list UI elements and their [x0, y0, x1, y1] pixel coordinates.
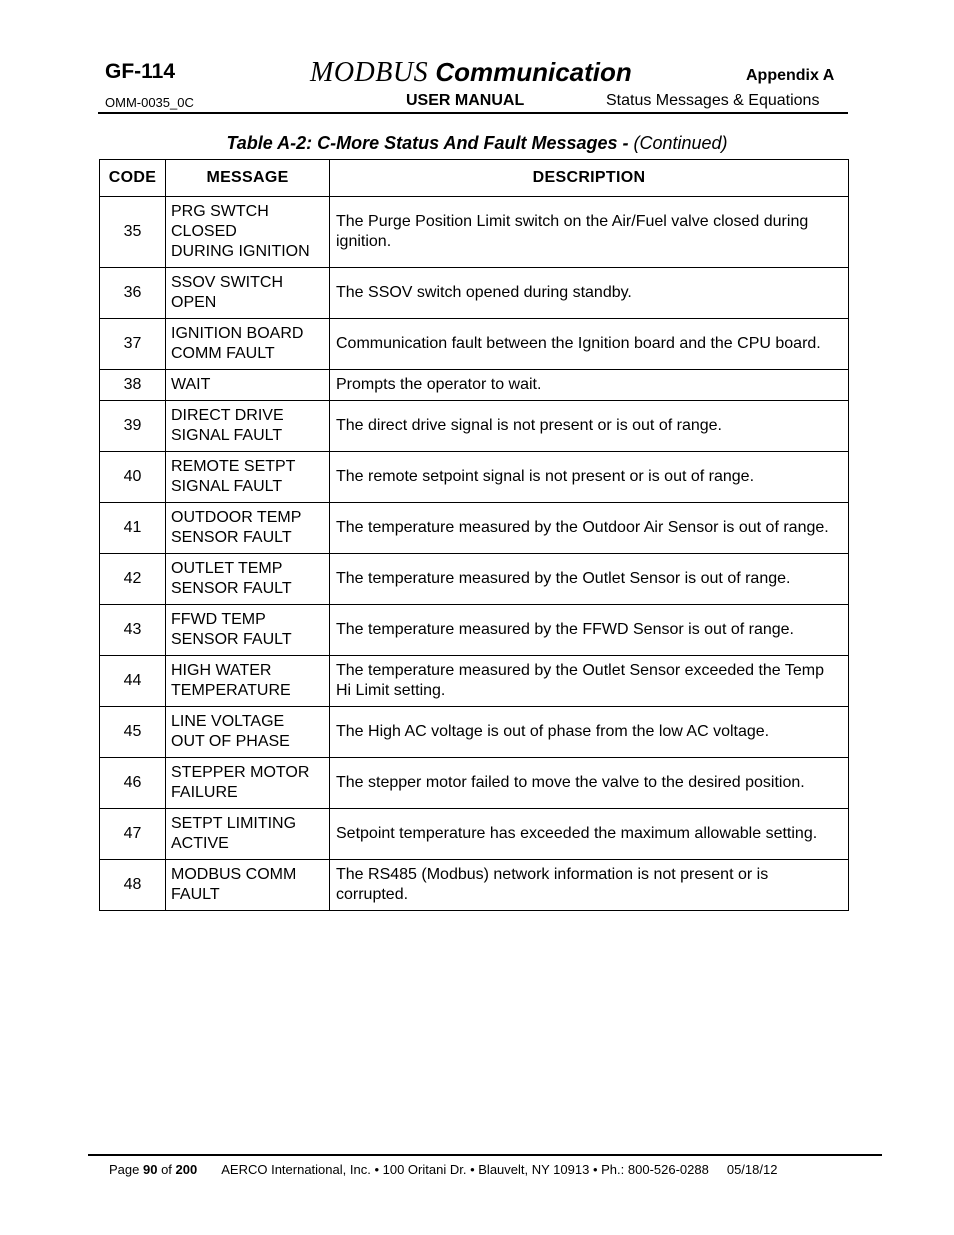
fault-description: The Purge Position Limit switch on the Air/Fuel valve closed during ignition. [330, 197, 849, 268]
fault-code: 45 [100, 707, 166, 758]
table-row [100, 401, 849, 452]
table-row [100, 758, 849, 809]
title-communication: Communication [428, 57, 632, 87]
fault-message-line: WAIT [171, 376, 211, 393]
fault-description: The High AC voltage is out of phase from the low AC voltage. [330, 707, 849, 758]
table-row [100, 268, 849, 319]
fault-message [166, 860, 330, 911]
fault-code: 35 [100, 197, 166, 268]
fault-message-line: MODBUS COMM [171, 866, 297, 883]
fault-message [166, 268, 330, 319]
model-number: GF-114 [105, 60, 176, 83]
fault-message-line: OUT OF PHASE [171, 733, 290, 750]
fault-description: The direct drive signal is not present or is out of range. [330, 401, 849, 452]
appendix-label: Appendix A [746, 67, 835, 84]
table-header-row [100, 160, 849, 197]
bullet: • [374, 1162, 379, 1177]
fault-code: 37 [100, 319, 166, 370]
company-name: AERCO International, Inc. [221, 1162, 371, 1177]
fault-code: 38 [100, 370, 166, 401]
section-label: Status Messages & Equations [606, 92, 820, 109]
fault-message-line: COMM FAULT [171, 345, 275, 362]
column-header-description: DESCRIPTION [330, 160, 849, 197]
fault-message-line: CLOSED [171, 223, 237, 240]
table-row [100, 707, 849, 758]
fault-code: 41 [100, 503, 166, 554]
city-address: Blauvelt, NY 10913 [478, 1162, 590, 1177]
fault-message-line: OUTLET TEMP [171, 560, 283, 577]
fault-message-line: REMOTE SETPT [171, 458, 296, 475]
fault-message-line: FAILURE [171, 784, 238, 801]
fault-message [166, 452, 330, 503]
fault-message [166, 809, 330, 860]
of-label: of [157, 1162, 176, 1177]
fault-description: The RS485 (Modbus) network information is not present or is corrupted. [330, 860, 849, 911]
fault-message-line: ACTIVE [171, 835, 229, 852]
fault-message-line: SSOV SWITCH [171, 274, 284, 291]
table-row [100, 860, 849, 911]
fault-code: 39 [100, 401, 166, 452]
fault-message-line: FAULT [171, 886, 220, 903]
fault-message-line: SENSOR FAULT [171, 529, 292, 546]
title-modbus: MODBUS [310, 57, 429, 88]
bullet: • [470, 1162, 475, 1177]
fault-message-line: STEPPER MOTOR [171, 764, 310, 781]
fault-message [166, 401, 330, 452]
fault-message [166, 554, 330, 605]
fault-message [166, 319, 330, 370]
fault-description: The temperature measured by the Outlet Sensor is out of range. [330, 554, 849, 605]
fault-code: 40 [100, 452, 166, 503]
fault-message-line: DURING IGNITION [171, 243, 310, 260]
fault-message-line: LINE VOLTAGE [171, 713, 285, 730]
fault-message-line: SETPT LIMITING [171, 815, 297, 832]
fault-message [166, 758, 330, 809]
document-number: OMM-0035_0C [105, 95, 194, 110]
fault-message-line: IGNITION BOARD [171, 325, 304, 342]
phone-number: Ph.: 800-526-0288 [601, 1162, 709, 1177]
table-row [100, 197, 849, 268]
document-title [310, 57, 632, 89]
table-row [100, 605, 849, 656]
column-header-message: MESSAGE [166, 160, 330, 197]
fault-message [166, 503, 330, 554]
table-row [100, 452, 849, 503]
fault-description: The remote setpoint signal is not present or is out of range. [330, 452, 849, 503]
page-footer [109, 1162, 777, 1177]
fault-message-line: HIGH WATER [171, 662, 272, 679]
table-caption-continued: (Continued) [633, 133, 728, 153]
bullet: • [592, 1162, 598, 1177]
fault-code: 36 [100, 268, 166, 319]
fault-message-line: FFWD TEMP [171, 611, 266, 628]
table-row [100, 554, 849, 605]
fault-message-line: PRG SWTCH [171, 203, 269, 220]
fault-description: The stepper motor failed to move the valve to the desired position. [330, 758, 849, 809]
street-address: 100 Oritani Dr. [382, 1162, 467, 1177]
page-number: 90 [142, 1162, 158, 1177]
fault-message-line: OUTDOOR TEMP [171, 509, 302, 526]
manual-label: USER MANUAL [406, 92, 525, 109]
fault-description: The temperature measured by the Outdoor Air Sensor is out of range. [330, 503, 849, 554]
header-divider [98, 112, 848, 114]
fault-code: 46 [100, 758, 166, 809]
fault-description: Setpoint temperature has exceeded the maximum allowable setting. [330, 809, 849, 860]
table-row [100, 370, 849, 401]
fault-description: Prompts the operator to wait. [330, 370, 849, 401]
fault-message [166, 656, 330, 707]
fault-message [166, 197, 330, 268]
fault-code: 44 [100, 656, 166, 707]
fault-code: 42 [100, 554, 166, 605]
fault-message-line: OPEN [171, 294, 217, 311]
fault-message-line: SENSOR FAULT [171, 631, 292, 648]
table-caption [0, 133, 954, 154]
table-caption-main: Table A-2: C-More Status And Fault Messages - [226, 133, 634, 153]
fault-code: 48 [100, 860, 166, 911]
fault-description: The temperature measured by the Outlet Sensor exceeded the Temp Hi Limit setting. [330, 656, 849, 707]
fault-description: The SSOV switch opened during standby. [330, 268, 849, 319]
table-row [100, 809, 849, 860]
fault-message-line: SENSOR FAULT [171, 580, 292, 597]
status-fault-table [99, 159, 849, 911]
table-row [100, 503, 849, 554]
fault-message-line: TEMPERATURE [171, 682, 291, 699]
fault-message-line: SIGNAL FAULT [171, 427, 283, 444]
revision-date: 05/18/12 [726, 1162, 778, 1177]
fault-message [166, 605, 330, 656]
page-total: 200 [175, 1162, 198, 1177]
fault-code: 47 [100, 809, 166, 860]
fault-message [166, 707, 330, 758]
page-label: Page [109, 1162, 143, 1177]
column-header-code: CODE [100, 160, 166, 197]
fault-description: The temperature measured by the FFWD Sensor is out of range. [330, 605, 849, 656]
fault-message-line: DIRECT DRIVE [171, 407, 284, 424]
table-row [100, 656, 849, 707]
fault-message-line: SIGNAL FAULT [171, 478, 283, 495]
table-body [100, 197, 849, 911]
fault-description: Communication fault between the Ignition board and the CPU board. [330, 319, 849, 370]
footer-divider [88, 1154, 882, 1156]
fault-message [166, 370, 330, 401]
table-row [100, 319, 849, 370]
fault-code: 43 [100, 605, 166, 656]
